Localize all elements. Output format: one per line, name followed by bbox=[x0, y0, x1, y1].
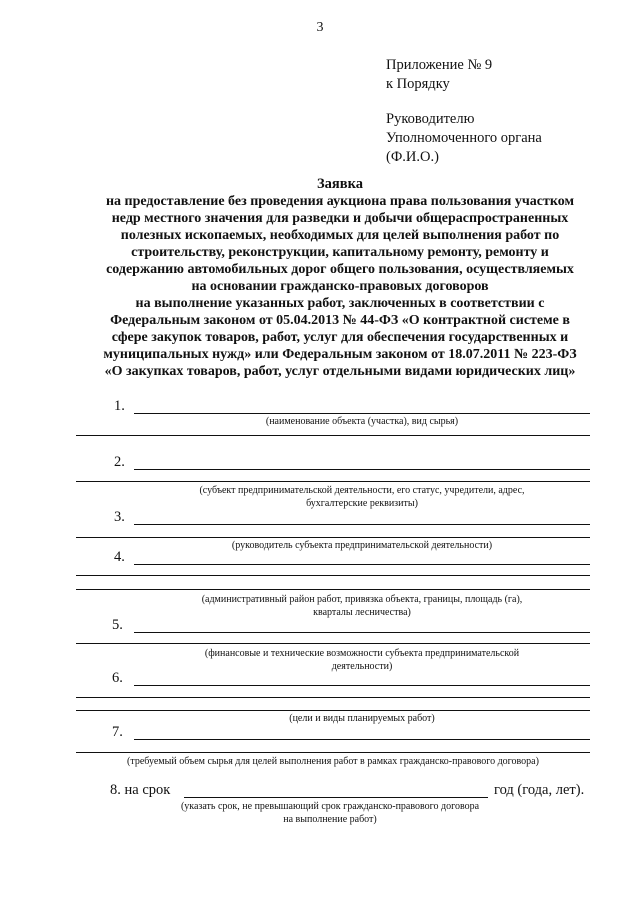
title-heading: Заявка bbox=[317, 176, 363, 192]
field-4-input-line-3[interactable] bbox=[76, 589, 590, 590]
addressee-line-2: Уполномоченного органа bbox=[386, 130, 542, 146]
field-7-caption: (требуемый объем сырья для целей выполнения работ в рамках гражданско-правового договора) bbox=[127, 756, 539, 767]
field-2-number: 2. bbox=[114, 454, 125, 470]
field-6-input-line-2[interactable] bbox=[76, 697, 590, 698]
field-2-caption: (субъект предпринимательской деятельности, его статус, учредители, адрес, бухгалтерские реквизиты) bbox=[199, 485, 525, 509]
field-3-input-line-2[interactable] bbox=[76, 537, 590, 538]
page-number: 3 bbox=[316, 20, 324, 35]
title-line: на предоставление без проведения аукциона права пользования участком bbox=[105, 194, 575, 209]
appendix-line-1: Приложение № 9 bbox=[386, 57, 493, 73]
title-line: содержанию автомобильных дорог общего пользования, осуществляемых bbox=[106, 262, 574, 277]
field-5-number: 5. bbox=[112, 617, 123, 633]
title-line: сфере закупок товаров, работ, услуг для обеспечения государственных и bbox=[111, 330, 569, 345]
term-input-line[interactable] bbox=[184, 797, 488, 798]
title-line: муниципальных нужд» или Федеральным законом от 18.07.2011 № 223-ФЗ bbox=[103, 347, 577, 362]
field-4-caption: (административный район работ, привязка объекта, границы, площадь (га), кварталы лесничества) bbox=[201, 594, 523, 618]
appendix-block bbox=[386, 56, 492, 94]
title-line: полезных ископаемых, необходимых для целей выполнения работ по bbox=[120, 228, 560, 243]
term-label: 8. на срок bbox=[110, 782, 171, 798]
field-1-input-line-2[interactable] bbox=[76, 435, 590, 436]
document-title bbox=[60, 176, 620, 380]
field-7-number: 7. bbox=[112, 724, 123, 740]
field-4-number: 4. bbox=[114, 549, 125, 565]
title-line: на основании гражданско-правовых договоров bbox=[191, 279, 489, 294]
field-6-input-line[interactable] bbox=[134, 685, 590, 686]
title-line: строительству, реконструкции, капитальному ремонту, ремонту и bbox=[131, 245, 549, 260]
field-5-caption: (финансовые и технические возможности субъекта предпринимательской деятельности) bbox=[204, 648, 520, 672]
field-4-input-line-2[interactable] bbox=[76, 575, 590, 576]
addressee-line-3: (Ф.И.О.) bbox=[386, 149, 439, 165]
field-7-input-line[interactable] bbox=[134, 739, 590, 740]
field-6-input-line-3[interactable] bbox=[76, 710, 590, 711]
field-1-caption: (наименование объекта (участка), вид сырья) bbox=[265, 416, 459, 427]
field-6-number: 6. bbox=[112, 670, 123, 686]
addressee-block bbox=[386, 110, 542, 167]
field-7-input-line-2[interactable] bbox=[76, 752, 590, 753]
field-5-input-line-2[interactable] bbox=[76, 643, 590, 644]
term-caption: (указать срок, не превышающий срок гражданско-правового договора на выполнение работ) bbox=[180, 801, 480, 825]
field-2-input-line-2[interactable] bbox=[76, 481, 590, 482]
title-line: Федеральным законом от 05.04.2013 № 44-ФЗ «О контрактной системе в bbox=[110, 313, 570, 328]
addressee-line-1: Руководителю bbox=[386, 111, 475, 127]
field-5-input-line[interactable] bbox=[134, 632, 590, 633]
field-3-caption: (руководитель субъекта предпринимательской деятельности) bbox=[231, 540, 493, 551]
field-1-input-line[interactable] bbox=[134, 413, 590, 414]
field-6-caption: (цели и виды планируемых работ) bbox=[289, 713, 435, 724]
field-4-input-line[interactable] bbox=[134, 564, 590, 565]
appendix-line-2: к Порядку bbox=[386, 76, 450, 92]
title-line: недр местного значения для разведки и добычи общераспространенных bbox=[111, 211, 569, 226]
title-line: «О закупках товаров, работ, услуг отдельными видами юридических лиц» bbox=[104, 364, 576, 379]
field-3-input-line[interactable] bbox=[134, 524, 590, 525]
term-suffix: год (года, лет). bbox=[494, 782, 585, 798]
field-2-input-line[interactable] bbox=[134, 469, 590, 470]
title-line: на выполнение указанных работ, заключенных в соответствии с bbox=[135, 296, 545, 311]
field-3-number: 3. bbox=[114, 509, 125, 525]
field-1-number: 1. bbox=[114, 398, 125, 414]
